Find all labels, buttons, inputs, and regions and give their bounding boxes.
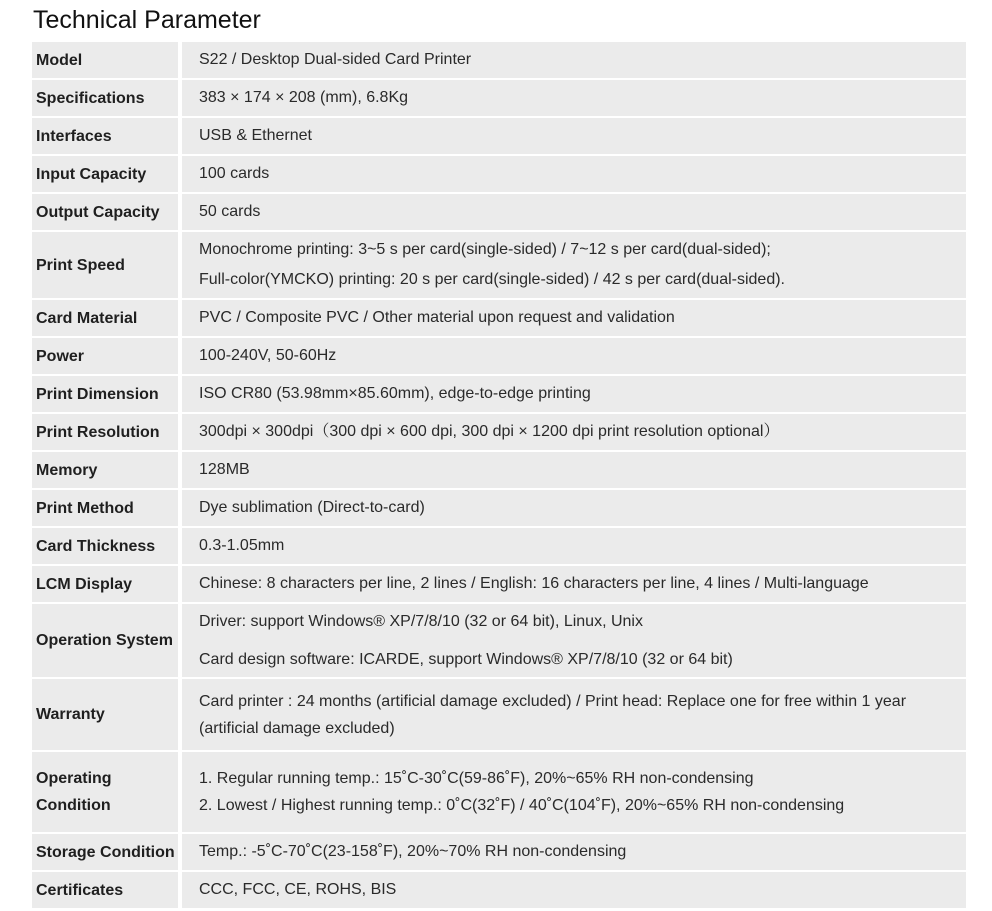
spec-value-line: Full-color(YMCKO) printing: 20 s per card(single-sided) / 42 s per card(dual-sided). [199, 271, 785, 288]
spec-value-line: Dye sublimation (Direct-to-card) [199, 499, 425, 516]
spec-value [182, 834, 966, 870]
spec-label [32, 194, 178, 230]
spec-row [32, 194, 966, 230]
spec-label [32, 566, 178, 602]
spec-value [182, 156, 966, 192]
spec-value-line: 383 × 174 × 208 (mm), 6.8Kg [199, 89, 409, 106]
spec-value [182, 414, 966, 450]
spec-value [182, 80, 966, 116]
spec-value-line: Temp.: -5˚C-70˚C(23-158˚F), 20%~70% RH non-condensing [199, 843, 627, 860]
spec-label-line: Print Dimension [36, 385, 159, 403]
spec-row [32, 490, 966, 526]
spec-label [32, 232, 178, 298]
spec-label [32, 42, 178, 78]
spec-value-line: USB & Ethernet [199, 127, 312, 144]
spec-label-line: Storage Condition [36, 843, 175, 861]
spec-value-line: Card design software: ICARDE, support Windows® XP/7/8/10 (32 or 64 bit) [199, 650, 733, 668]
spec-row [32, 376, 966, 412]
spec-label [32, 528, 178, 564]
spec-row [32, 80, 966, 116]
spec-value [182, 566, 966, 602]
spec-label [32, 300, 178, 336]
spec-value [182, 338, 966, 374]
spec-value [182, 752, 966, 832]
spec-value [182, 376, 966, 412]
spec-value-line: 100-240V, 50-60Hz [199, 347, 337, 364]
spec-row [32, 338, 966, 374]
spec-value-line: CCC, FCC, CE, ROHS, BIS [199, 881, 397, 898]
spec-value-line: Monochrome printing: 3~5 s per card(single-sided) / 7~12 s per card(dual-sided); [199, 241, 771, 258]
spec-label [32, 376, 178, 412]
spec-value [182, 528, 966, 564]
spec-label-line: Operating [36, 770, 112, 787]
spec-label [32, 452, 178, 488]
spec-label [32, 604, 178, 677]
spec-row [32, 118, 966, 154]
spec-value-line: S22 / Desktop Dual-sided Card Printer [199, 51, 472, 68]
spec-value-line: 128MB [199, 461, 250, 478]
spec-label-line: Operation System [36, 632, 173, 649]
spec-row [32, 834, 966, 870]
spec-label-line: Input Capacity [36, 165, 147, 183]
spec-label-line: Memory [36, 461, 98, 479]
spec-table [32, 42, 966, 910]
spec-value-line: 50 cards [199, 203, 261, 220]
spec-value-line: 100 cards [199, 165, 270, 182]
spec-label [32, 834, 178, 870]
spec-label-line: Print Method [36, 499, 134, 517]
spec-label [32, 80, 178, 116]
spec-row [32, 872, 966, 908]
spec-label-line: Print Resolution [36, 423, 160, 441]
page-title: Technical Parameter [33, 6, 261, 34]
spec-value [182, 604, 966, 677]
spec-label-line: Card Thickness [36, 537, 156, 555]
spec-row [32, 566, 966, 602]
spec-value-line: ISO CR80 (53.98mm×85.60mm), edge-to-edge printing [199, 385, 591, 402]
spec-label [32, 679, 178, 750]
spec-label-line: Card Material [36, 309, 138, 327]
spec-label-line: Certificates [36, 881, 124, 899]
spec-value [182, 452, 966, 488]
spec-label-line: Model [36, 51, 83, 69]
spec-value [182, 42, 966, 78]
spec-value-line: Card printer : 24 months (artificial damage excluded) / Print head: Replace one for free within 1 year [199, 692, 907, 710]
spec-row [32, 752, 966, 832]
spec-value-line: 0.3-1.05mm [199, 537, 285, 554]
spec-value [182, 872, 966, 908]
spec-row [32, 232, 966, 298]
spec-value-line: Driver: support Windows® XP/7/8/10 (32 or 64 bit), Linux, Unix [199, 612, 643, 630]
spec-value-line: 2. Lowest / Highest running temp.: 0˚C(32˚F) / 40˚C(104˚F), 20%~65% RH non-condensing [199, 797, 845, 814]
spec-row [32, 414, 966, 450]
spec-label [32, 338, 178, 374]
spec-value-line: (artificial damage excluded) [199, 719, 395, 737]
spec-value-line: 1. Regular running temp.: 15˚C-30˚C(59-86˚F), 20%~65% RH non-condensing [199, 770, 754, 787]
spec-row [32, 156, 966, 192]
spec-label-line: Print Speed [36, 256, 125, 274]
spec-label-line: LCM Display [36, 575, 133, 593]
spec-label [32, 118, 178, 154]
spec-label [32, 752, 178, 832]
spec-label [32, 156, 178, 192]
spec-label-line: Specifications [36, 89, 145, 107]
spec-label [32, 414, 178, 450]
spec-label-line: Output Capacity [36, 203, 160, 221]
spec-value [182, 232, 966, 298]
spec-label-line: Warranty [36, 706, 105, 723]
spec-row [32, 452, 966, 488]
spec-value-line: Chinese: 8 characters per line, 2 lines / English: 16 characters per line, 4 lines / Multi-language [199, 575, 869, 592]
spec-row [32, 604, 966, 677]
spec-row [32, 300, 966, 336]
spec-row [32, 528, 966, 564]
spec-label-line: Condition [36, 797, 111, 814]
spec-value [182, 194, 966, 230]
spec-value [182, 679, 966, 750]
spec-value [182, 490, 966, 526]
spec-row [32, 679, 966, 750]
spec-label-line: Power [36, 347, 85, 365]
spec-value [182, 118, 966, 154]
spec-value-line: PVC / Composite PVC / Other material upon request and validation [199, 309, 675, 326]
spec-value-line: 300dpi × 300dpi（300 dpi × 600 dpi, 300 dpi × 1200 dpi print resolution optional） [199, 423, 780, 440]
spec-label [32, 490, 178, 526]
spec-label-line: Interfaces [36, 127, 112, 145]
spec-value [182, 300, 966, 336]
spec-row [32, 42, 966, 78]
spec-label [32, 872, 178, 908]
